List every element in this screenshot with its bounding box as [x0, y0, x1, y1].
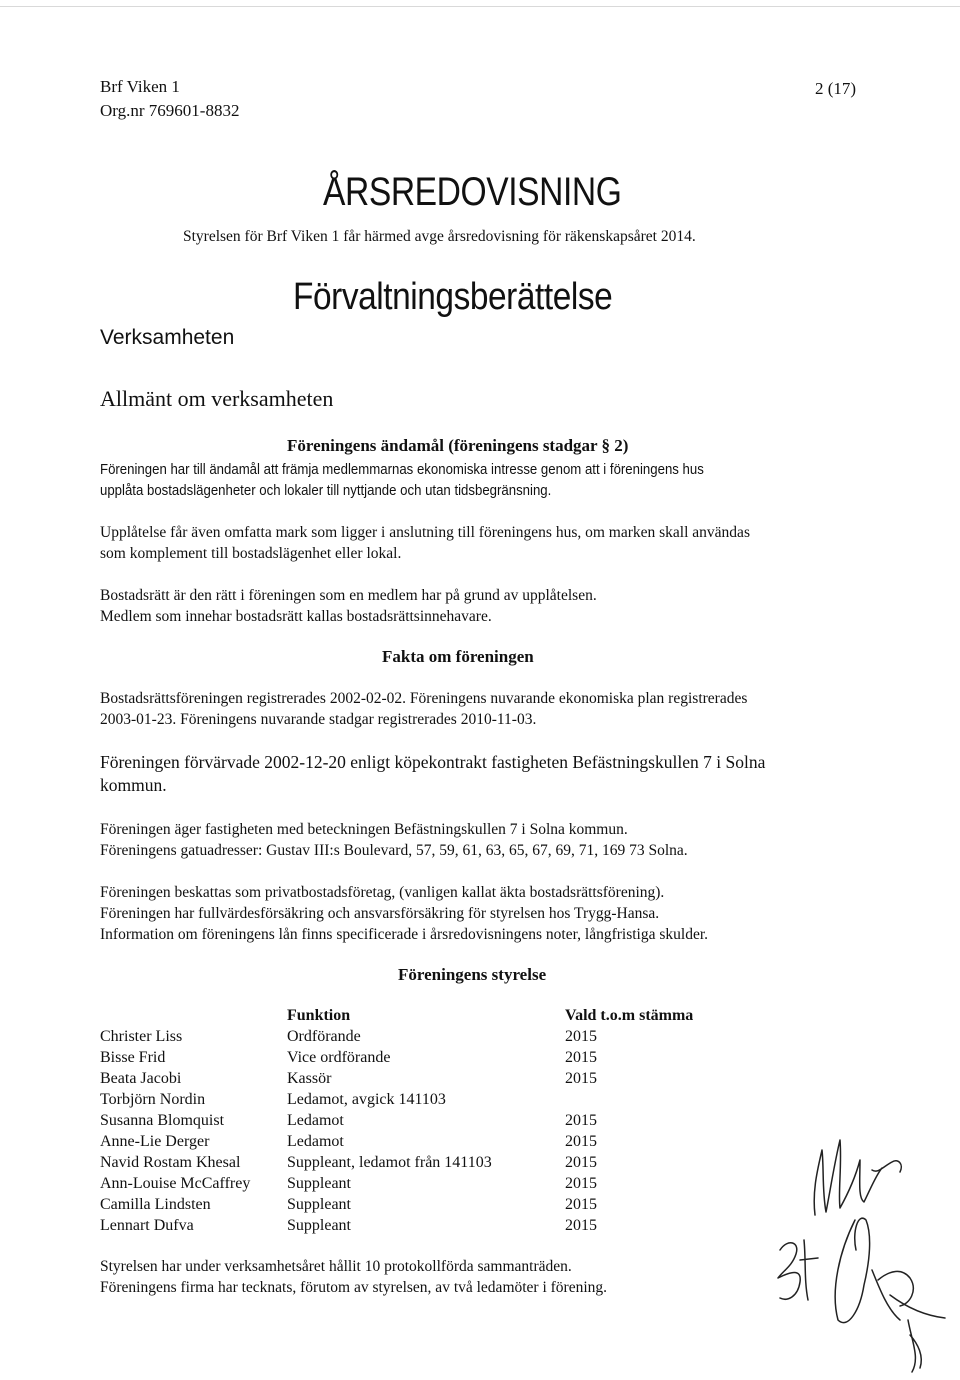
member-name: Camilla Lindsten	[100, 1196, 211, 1213]
paragraph-line: Föreningen förvärvade 2002-12-20 enligt köpekontrakt fastigheten Befästningskullen 7 i Solna	[100, 752, 766, 772]
member-name: Ann-Louise McCaffrey	[100, 1175, 251, 1192]
member-name: Bisse Frid	[100, 1049, 166, 1066]
subheading: Allmänt om verksamheten	[100, 386, 334, 411]
member-role: Ledamot, avgick 141103	[287, 1091, 446, 1108]
column-header-function: Funktion	[287, 1007, 351, 1024]
closing-text	[100, 1256, 607, 1298]
paragraph-line: Föreningen beskattas som privatbostadsföretag, (vanligen kallat äkta bostadsrättsförening).	[100, 884, 665, 901]
paragraph-line: Föreningens firma har tecknats, förutom av styrelsen, av två ledamöter i förening.	[100, 1279, 608, 1296]
member-role: Ledamot	[287, 1112, 344, 1129]
member-role: Suppleant, ledamot från 141103	[287, 1154, 492, 1171]
paragraph-line: Föreningen äger fastigheten med beteckningen Befästningskullen 7 i Solna kommun.	[100, 821, 628, 838]
member-name: Lennart Dufva	[100, 1217, 194, 1234]
member-elected-until: 2015	[565, 1112, 597, 1129]
paragraph-line: Bostadsrätt är den rätt i föreningen som en medlem har på grund av upplåtelsen.	[100, 587, 597, 604]
paragraph-line: Styrelsen har under verksamhetsåret hållit 10 protokollförda sammanträden.	[100, 1258, 572, 1275]
table-row	[0, 1091, 960, 1112]
purpose-line-1: Föreningen har till ändamål att främja medlemmarnas ekonomiska intresse genom att i föreningens hus	[100, 461, 704, 478]
member-name: Torbjörn Nordin	[100, 1091, 206, 1108]
paragraph-line: kommun.	[100, 775, 167, 795]
paragraph-line: 2003-01-23. Föreningens nuvarande stadgar registrerades 2010-11-03.	[100, 711, 537, 728]
intro-text: Styrelsen för Brf Viken 1 får härmed avge årsredovisning för räkenskapsåret 2014.	[183, 228, 696, 245]
org-number: Org.nr 769601-8832	[100, 101, 240, 120]
facts-acquisition	[100, 751, 765, 797]
member-name: Navid Rostam Khesal	[100, 1154, 241, 1171]
table-row	[0, 1049, 960, 1070]
member-elected-until: 2015	[565, 1154, 597, 1171]
section-title: Förvaltningsberättelse	[293, 276, 613, 318]
paragraph-line: Information om föreningens lån finns specificerade i årsredovisningens noter, långfristiga skulder.	[100, 926, 709, 943]
member-elected-until: 2015	[565, 1133, 597, 1150]
member-role: Kassör	[287, 1070, 332, 1087]
paragraph-line: Föreningens gatuadresser: Gustav III:s Boulevard, 57, 59, 61, 63, 65, 67, 69, 71, 169 73 Solna.	[100, 842, 688, 859]
purpose-line-2: upplåta bostadslägenheter och lokaler till nyttjande och utan tidsbegränsning.	[100, 482, 552, 499]
member-elected-until: 2015	[565, 1049, 597, 1066]
member-role: Suppleant	[287, 1196, 351, 1213]
paragraph-line: som komplement till bostadslägenhet eller lokal.	[100, 545, 402, 562]
member-elected-until: 2015	[565, 1175, 597, 1192]
facts-registration	[100, 688, 747, 730]
page-header-left	[100, 75, 239, 123]
member-role: Ordförande	[287, 1028, 361, 1045]
member-name: Christer Liss	[100, 1028, 183, 1045]
org-name: Brf Viken 1	[100, 77, 180, 96]
member-role: Suppleant	[287, 1175, 351, 1192]
paragraph-tenant-ownership	[100, 585, 597, 627]
table-row	[0, 1070, 960, 1091]
member-elected-until: 2015	[565, 1070, 597, 1087]
facts-tax-insurance	[100, 882, 708, 945]
member-role: Suppleant	[287, 1217, 351, 1234]
facts-heading: Fakta om föreningen	[382, 647, 534, 666]
board-table-header	[0, 1007, 960, 1028]
member-name: Beata Jacobi	[100, 1070, 182, 1087]
purpose-heading: Föreningens ändamål (föreningens stadgar § 2)	[287, 436, 629, 455]
paragraph-line: Föreningen har fullvärdesförsäkring och ansvarsförsäkring för styrelsen hos Trygg-Hansa.	[100, 905, 660, 922]
document-title: ÅRSREDOVISNING	[323, 170, 622, 214]
page-number: 2 (17)	[815, 79, 857, 98]
purpose-text	[100, 459, 704, 501]
table-row	[0, 1028, 960, 1049]
member-name: Susanna Blomquist	[100, 1112, 225, 1129]
paragraph-land-use	[100, 522, 750, 564]
member-elected-until: 2015	[565, 1217, 597, 1234]
member-role: Ledamot	[287, 1133, 344, 1150]
facts-property	[100, 819, 688, 861]
member-elected-until: 2015	[565, 1196, 597, 1213]
column-header-elected: Vald t.o.m stämma	[565, 1007, 694, 1024]
member-name: Anne-Lie Derger	[100, 1133, 210, 1150]
paragraph-line: Bostadsrättsföreningen registrerades 2002-02-02. Föreningens nuvarande ekonomiska plan registrerades	[100, 690, 748, 707]
scan-edge-line	[0, 6, 960, 7]
board-heading: Föreningens styrelse	[398, 965, 547, 984]
side-heading: Verksamheten	[100, 326, 235, 349]
handwritten-initials	[760, 1120, 950, 1380]
member-role: Vice ordförande	[287, 1049, 391, 1066]
paragraph-line: Upplåtelse får även omfatta mark som ligger i anslutning till föreningens hus, om marken skall användas	[100, 524, 750, 541]
member-elected-until: 2015	[565, 1028, 597, 1045]
paragraph-line: Medlem som innehar bostadsrätt kallas bostadsrättsinnehavare.	[100, 608, 492, 625]
